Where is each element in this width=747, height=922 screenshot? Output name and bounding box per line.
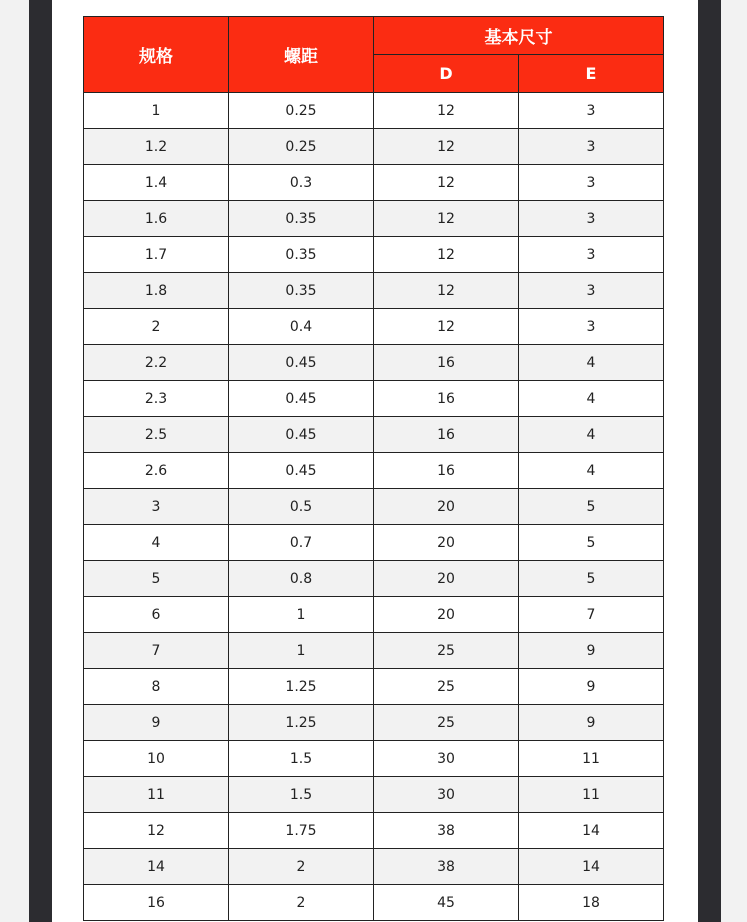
d-cell: 16 [374, 345, 519, 381]
e-cell: 9 [519, 669, 664, 705]
spec-cell: 4 [84, 525, 229, 561]
spec-cell: 2.3 [84, 381, 229, 417]
table-row [84, 489, 664, 525]
d-cell: 16 [374, 381, 519, 417]
table-row [84, 777, 664, 813]
table-row [84, 309, 664, 345]
header-d: D [374, 55, 519, 93]
table-row [84, 561, 664, 597]
pitch-cell: 0.3 [229, 165, 374, 201]
right-frame-bar [698, 0, 721, 922]
spec-cell: 1 [84, 93, 229, 129]
table-body [84, 93, 664, 921]
spec-cell: 2.5 [84, 417, 229, 453]
pitch-cell: 2 [229, 885, 374, 921]
table-row [84, 813, 664, 849]
pitch-cell: 0.45 [229, 381, 374, 417]
pitch-cell: 0.25 [229, 129, 374, 165]
d-cell: 16 [374, 453, 519, 489]
e-cell: 3 [519, 129, 664, 165]
table-row [84, 741, 664, 777]
header-e: E [519, 55, 664, 93]
pitch-cell: 0.45 [229, 417, 374, 453]
spec-cell: 2.2 [84, 345, 229, 381]
e-cell: 18 [519, 885, 664, 921]
table-row [84, 273, 664, 309]
pitch-cell: 2 [229, 849, 374, 885]
e-cell: 14 [519, 813, 664, 849]
pitch-cell: 1 [229, 633, 374, 669]
d-cell: 20 [374, 561, 519, 597]
d-cell: 45 [374, 885, 519, 921]
d-cell: 20 [374, 489, 519, 525]
d-cell: 12 [374, 309, 519, 345]
spec-cell: 2.6 [84, 453, 229, 489]
spec-cell: 2 [84, 309, 229, 345]
e-cell: 14 [519, 849, 664, 885]
e-cell: 11 [519, 741, 664, 777]
table-row [84, 885, 664, 921]
header-pitch: 螺距 [229, 17, 374, 93]
d-cell: 25 [374, 705, 519, 741]
spec-cell: 1.6 [84, 201, 229, 237]
spec-cell: 11 [84, 777, 229, 813]
table-row [84, 669, 664, 705]
left-frame-bar [29, 0, 52, 922]
spec-cell: 6 [84, 597, 229, 633]
d-cell: 25 [374, 669, 519, 705]
pitch-cell: 1 [229, 597, 374, 633]
table-row [84, 129, 664, 165]
pitch-cell: 1.75 [229, 813, 374, 849]
spec-table [83, 16, 664, 921]
e-cell: 5 [519, 489, 664, 525]
table-row [84, 633, 664, 669]
spec-cell: 1.8 [84, 273, 229, 309]
pitch-cell: 1.5 [229, 777, 374, 813]
e-cell: 3 [519, 201, 664, 237]
spec-cell: 16 [84, 885, 229, 921]
d-cell: 16 [374, 417, 519, 453]
e-cell: 4 [519, 417, 664, 453]
pitch-cell: 0.35 [229, 201, 374, 237]
spec-cell: 12 [84, 813, 229, 849]
pitch-cell: 0.25 [229, 93, 374, 129]
table-row [84, 453, 664, 489]
spec-cell: 5 [84, 561, 229, 597]
spec-cell: 8 [84, 669, 229, 705]
d-cell: 20 [374, 597, 519, 633]
d-cell: 12 [374, 201, 519, 237]
spec-cell: 1.4 [84, 165, 229, 201]
d-cell: 30 [374, 741, 519, 777]
d-cell: 12 [374, 93, 519, 129]
spec-cell: 14 [84, 849, 229, 885]
d-cell: 20 [374, 525, 519, 561]
table-row [84, 237, 664, 273]
spec-cell: 1.2 [84, 129, 229, 165]
pitch-cell: 0.7 [229, 525, 374, 561]
table-row [84, 165, 664, 201]
e-cell: 4 [519, 345, 664, 381]
header-basic-size: 基本尺寸 [374, 17, 664, 55]
d-cell: 12 [374, 165, 519, 201]
d-cell: 38 [374, 849, 519, 885]
e-cell: 3 [519, 93, 664, 129]
table-row [84, 201, 664, 237]
pitch-cell: 1.25 [229, 705, 374, 741]
e-cell: 4 [519, 453, 664, 489]
e-cell: 5 [519, 561, 664, 597]
e-cell: 3 [519, 237, 664, 273]
pitch-cell: 0.35 [229, 237, 374, 273]
spec-cell: 7 [84, 633, 229, 669]
d-cell: 30 [374, 777, 519, 813]
e-cell: 3 [519, 309, 664, 345]
spec-cell: 1.7 [84, 237, 229, 273]
table-row [84, 93, 664, 129]
pitch-cell: 0.45 [229, 453, 374, 489]
table-row [84, 849, 664, 885]
table-row [84, 525, 664, 561]
d-cell: 12 [374, 273, 519, 309]
d-cell: 12 [374, 237, 519, 273]
e-cell: 11 [519, 777, 664, 813]
e-cell: 9 [519, 705, 664, 741]
pitch-cell: 0.35 [229, 273, 374, 309]
spec-cell: 3 [84, 489, 229, 525]
pitch-cell: 0.45 [229, 345, 374, 381]
spec-cell: 10 [84, 741, 229, 777]
e-cell: 4 [519, 381, 664, 417]
d-cell: 38 [374, 813, 519, 849]
e-cell: 5 [519, 525, 664, 561]
pitch-cell: 0.5 [229, 489, 374, 525]
e-cell: 3 [519, 273, 664, 309]
pitch-cell: 1.25 [229, 669, 374, 705]
table-row [84, 417, 664, 453]
d-cell: 12 [374, 129, 519, 165]
e-cell: 9 [519, 633, 664, 669]
pitch-cell: 0.4 [229, 309, 374, 345]
d-cell: 25 [374, 633, 519, 669]
table-row [84, 345, 664, 381]
table-row [84, 597, 664, 633]
e-cell: 3 [519, 165, 664, 201]
table-row [84, 705, 664, 741]
pitch-cell: 1.5 [229, 741, 374, 777]
pitch-cell: 0.8 [229, 561, 374, 597]
spec-cell: 9 [84, 705, 229, 741]
header-spec: 规格 [84, 17, 229, 93]
e-cell: 7 [519, 597, 664, 633]
table-row [84, 381, 664, 417]
table-header [84, 17, 664, 93]
